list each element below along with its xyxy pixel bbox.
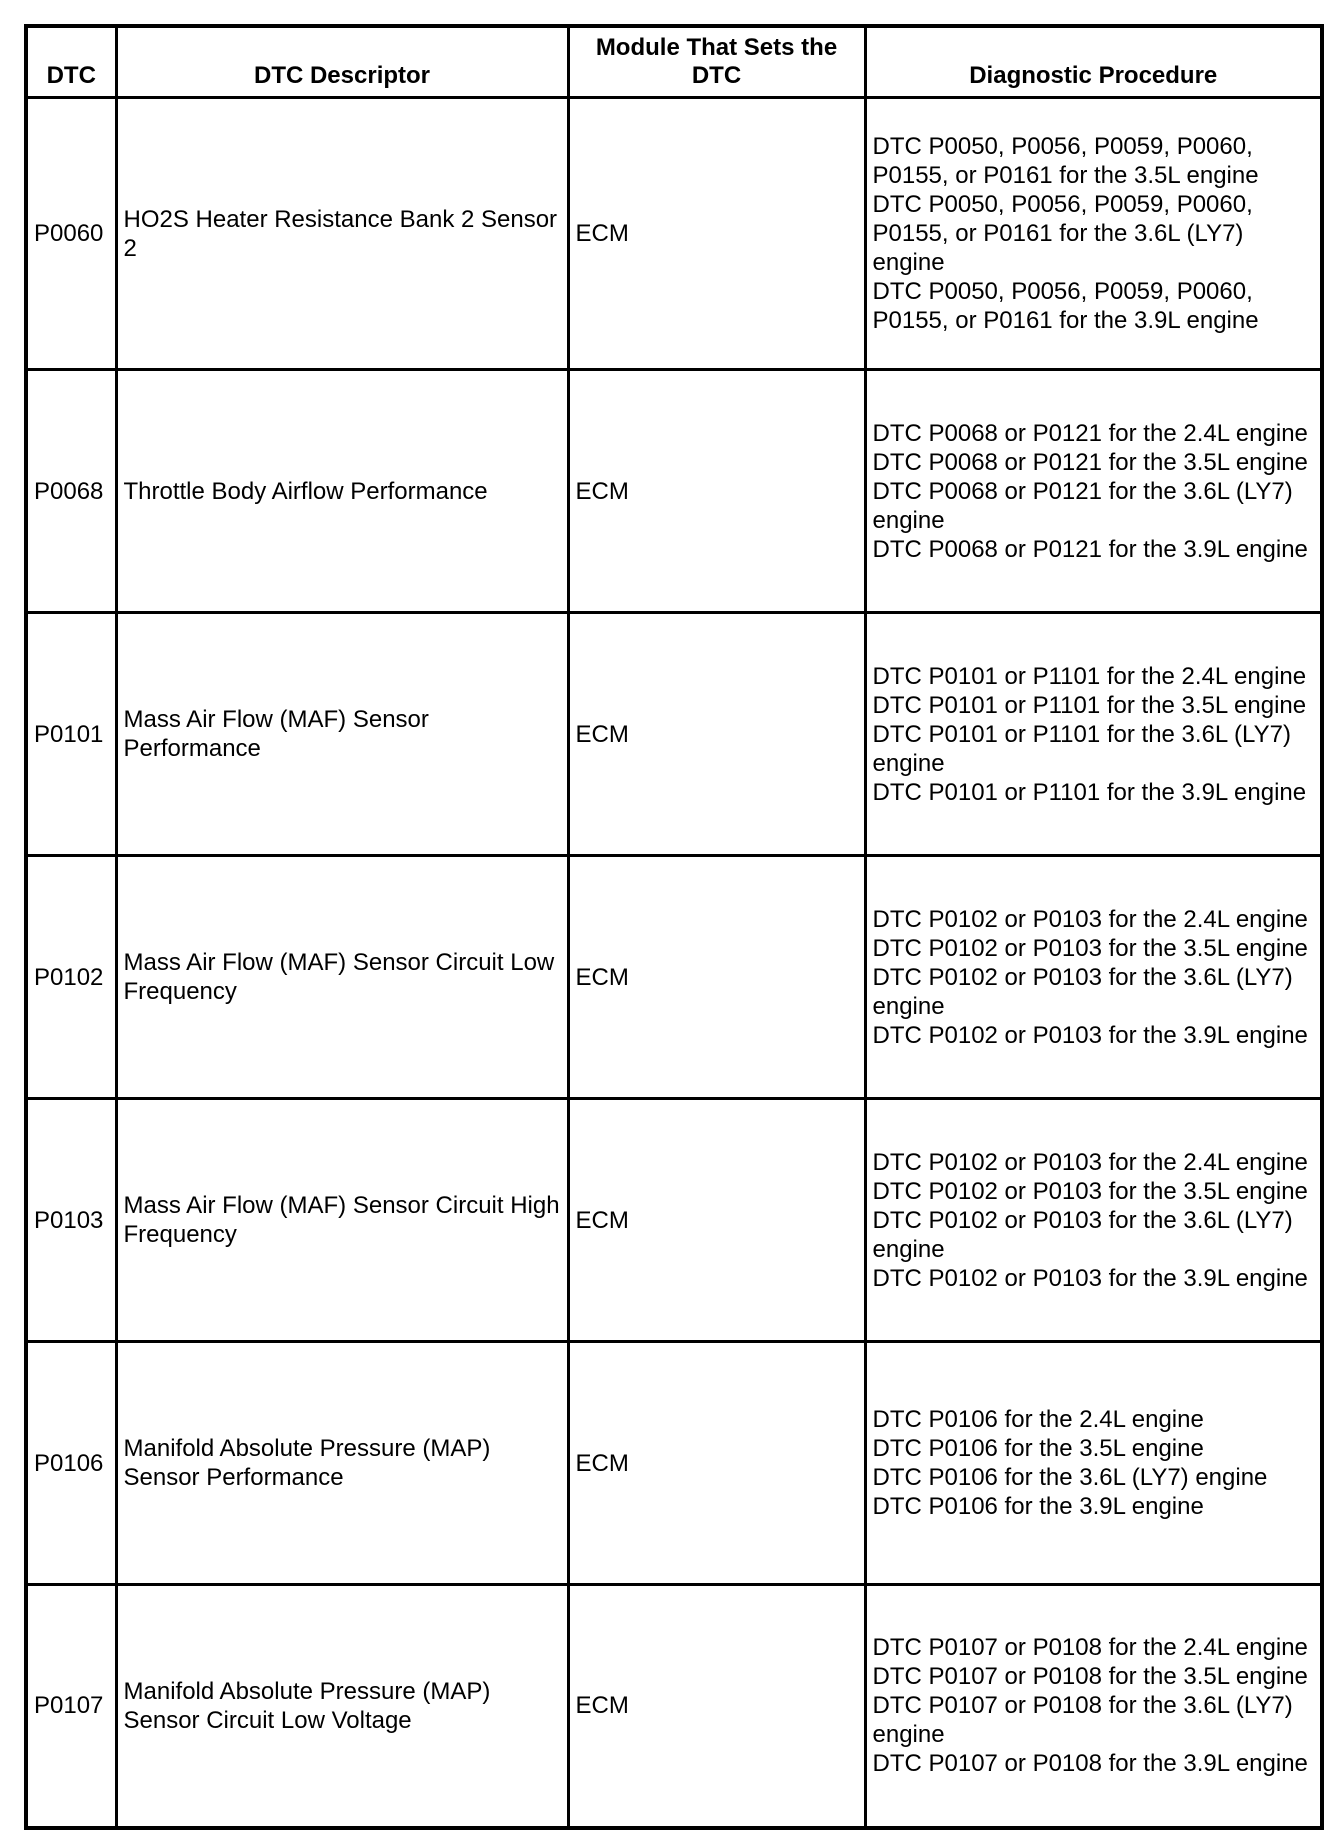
table-row xyxy=(26,1342,1322,1585)
dtc-code: P0106 xyxy=(26,1342,116,1585)
header-procedure: Diagnostic Procedure xyxy=(865,26,1322,98)
module: ECM xyxy=(568,1585,865,1828)
dtc-code: P0068 xyxy=(26,370,116,613)
procedure-link[interactable]: DTC P0102 or P0103 for the 3.5L engine xyxy=(872,934,1308,962)
diagnostic-procedure xyxy=(865,1342,1322,1585)
table-body xyxy=(26,98,1322,1828)
procedure-link[interactable]: DTC P0068 or P0121 for the 3.9L engine xyxy=(872,535,1308,563)
dtc-code: P0060 xyxy=(26,98,116,370)
header-descriptor: DTC Descriptor xyxy=(116,26,568,98)
dtc-code: P0102 xyxy=(26,856,116,1099)
procedure-link[interactable]: DTC P0068 or P0121 for the 3.5L engine xyxy=(872,448,1308,476)
procedure-link[interactable]: DTC P0101 or P1101 for the 3.9L engine xyxy=(872,778,1307,806)
procedure-link[interactable]: DTC P0102 or P0103 for the 3.6L (LY7) engine xyxy=(872,963,1293,1020)
procedure-link[interactable]: DTC P0107 or P0108 for the 3.9L engine xyxy=(872,1750,1308,1778)
dtc-descriptor: Mass Air Flow (MAF) Sensor Performance xyxy=(116,613,568,856)
procedure-link[interactable]: DTC P0106 for the 3.9L engine xyxy=(872,1493,1204,1520)
diagnostic-procedure xyxy=(865,856,1322,1099)
diagnostic-procedure xyxy=(865,1585,1322,1828)
module: ECM xyxy=(568,856,865,1099)
procedure-link[interactable]: DTC P0102 or P0103 for the 3.6L (LY7) engine xyxy=(872,1206,1293,1263)
procedure-link[interactable]: DTC P0107 or P0108 for the 3.5L engine xyxy=(872,1663,1308,1691)
diagnostic-procedure xyxy=(865,370,1322,613)
procedure-link[interactable]: DTC P0050, P0056, P0059, P0060, P0155, or P0161 for the 3.6L (LY7) engine xyxy=(872,191,1253,276)
table-header xyxy=(26,26,1322,98)
procedure-link[interactable]: DTC P0068 or P0121 for the 2.4L engine xyxy=(872,419,1308,447)
procedure-link[interactable]: DTC P0101 or P1101 for the 3.6L (LY7) engine xyxy=(872,720,1291,777)
procedure-link[interactable]: DTC P0068 or P0121 for the 3.6L (LY7) engine xyxy=(872,477,1293,534)
procedure-link[interactable]: DTC P0101 or P1101 for the 3.5L engine xyxy=(872,691,1307,719)
procedure-link[interactable]: DTC P0107 or P0108 for the 3.6L (LY7) engine xyxy=(872,1692,1293,1749)
procedure-link[interactable]: DTC P0102 or P0103 for the 3.9L engine xyxy=(872,1021,1308,1049)
dtc-descriptor: Throttle Body Airflow Performance xyxy=(116,370,568,613)
dtc-code: P0107 xyxy=(26,1585,116,1828)
module: ECM xyxy=(568,370,865,613)
procedure-link[interactable]: DTC P0102 or P0103 for the 2.4L engine xyxy=(872,905,1308,933)
dtc-descriptor: Mass Air Flow (MAF) Sensor Circuit High Frequency xyxy=(116,1099,568,1342)
procedure-link[interactable]: DTC P0106 for the 3.5L engine xyxy=(872,1435,1204,1462)
table-row xyxy=(26,1585,1322,1828)
dtc-table xyxy=(24,24,1324,1830)
diagnostic-procedure xyxy=(865,1099,1322,1342)
procedure-link[interactable]: DTC P0101 or P1101 for the 2.4L engine xyxy=(872,662,1307,690)
procedure-link[interactable]: DTC P0107 or P0108 for the 2.4L engine xyxy=(872,1634,1308,1662)
procedure-link[interactable]: DTC P0102 or P0103 for the 2.4L engine xyxy=(872,1148,1308,1176)
procedure-link[interactable]: DTC P0050, P0056, P0059, P0060, P0155, or P0161 for the 3.9L engine xyxy=(872,278,1259,334)
module: ECM xyxy=(568,613,865,856)
procedure-link[interactable]: DTC P0102 or P0103 for the 3.5L engine xyxy=(872,1177,1308,1205)
dtc-code: P0101 xyxy=(26,613,116,856)
procedure-link[interactable]: DTC P0050, P0056, P0059, P0060, P0155, or P0161 for the 3.5L engine xyxy=(872,133,1259,189)
module: ECM xyxy=(568,1099,865,1342)
diagnostic-procedure xyxy=(865,613,1322,856)
table-row xyxy=(26,1099,1322,1342)
table-row xyxy=(26,613,1322,856)
procedure-link[interactable]: DTC P0106 for the 2.4L engine xyxy=(872,1406,1204,1433)
table-row xyxy=(26,370,1322,613)
procedure-link[interactable]: DTC P0102 or P0103 for the 3.9L engine xyxy=(872,1264,1308,1292)
header-module: Module That Sets the DTC xyxy=(568,26,865,98)
procedure-link[interactable]: DTC P0106 for the 3.6L (LY7) engine xyxy=(872,1464,1268,1491)
module: ECM xyxy=(568,98,865,370)
dtc-descriptor: Manifold Absolute Pressure (MAP) Sensor Performance xyxy=(116,1342,568,1585)
diagnostic-procedure xyxy=(865,98,1322,370)
table-row xyxy=(26,98,1322,370)
header-row xyxy=(26,26,1322,98)
dtc-descriptor: Mass Air Flow (MAF) Sensor Circuit Low Frequency xyxy=(116,856,568,1099)
dtc-descriptor: HO2S Heater Resistance Bank 2 Sensor 2 xyxy=(116,98,568,370)
dtc-code: P0103 xyxy=(26,1099,116,1342)
module: ECM xyxy=(568,1342,865,1585)
header-dtc: DTC xyxy=(26,26,116,98)
table-row xyxy=(26,856,1322,1099)
dtc-descriptor: Manifold Absolute Pressure (MAP) Sensor Circuit Low Voltage xyxy=(116,1585,568,1828)
